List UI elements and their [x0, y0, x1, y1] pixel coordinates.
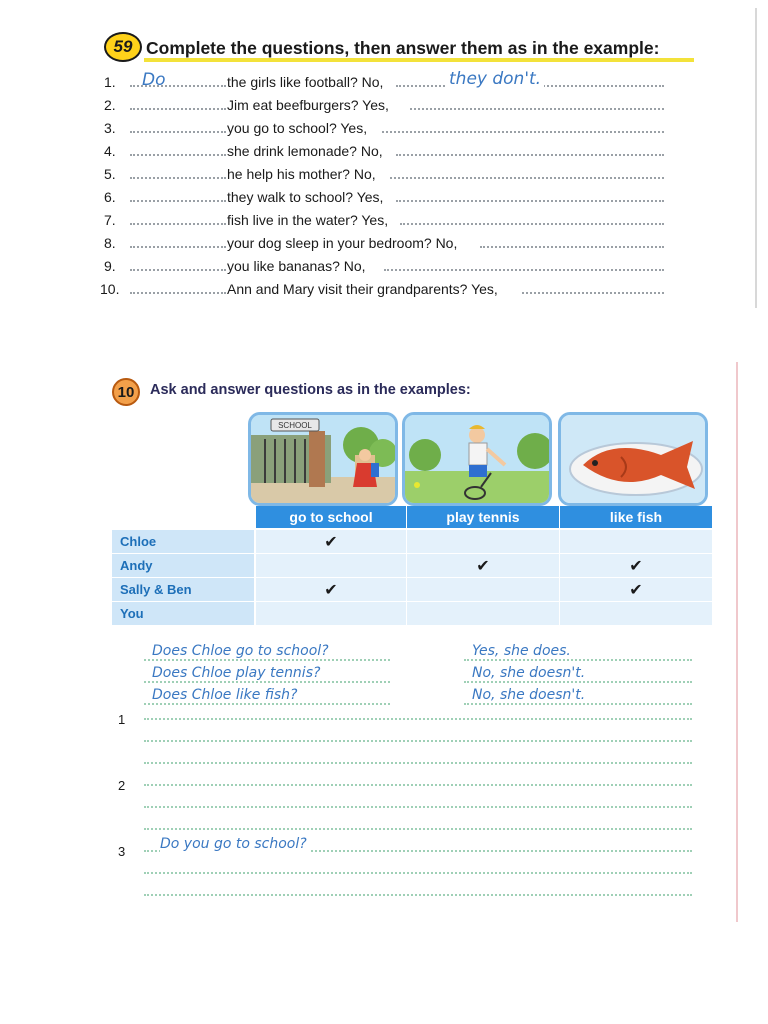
- exercise-59-item: [100, 116, 700, 139]
- exercise-59-item: [100, 254, 700, 277]
- item-number: 3.: [104, 120, 116, 136]
- column-header-like-fish: like fish: [560, 506, 712, 528]
- task-number: 2: [118, 778, 126, 793]
- answer-blank-1[interactable]: [130, 269, 226, 271]
- check-cell: ✔: [560, 554, 712, 577]
- answer-blank-2[interactable]: [396, 200, 664, 202]
- task-3-filled-question: Do you go to school?: [160, 836, 307, 852]
- exercise-59-list: [100, 70, 700, 300]
- exercise-59-item: [100, 231, 700, 254]
- writing-line[interactable]: [144, 784, 692, 786]
- example-question: Does Chloe like fish?: [152, 687, 298, 703]
- exercise-59-item: [100, 139, 700, 162]
- exercise-59-header: [100, 30, 700, 64]
- school-picture: [248, 412, 398, 506]
- writing-line[interactable]: [144, 718, 692, 720]
- fish-picture: [558, 412, 708, 506]
- answer-blank-2[interactable]: [382, 131, 664, 133]
- item-question: she drink lemonade? No,: [227, 143, 383, 159]
- answer-blank-1[interactable]: [130, 246, 226, 248]
- answer-blank-2[interactable]: [400, 223, 664, 225]
- example-answer: No, she doesn't.: [472, 687, 586, 703]
- item-question: the girls like football? No,: [227, 74, 384, 90]
- item-question: fish live in the water? Yes,: [227, 212, 389, 228]
- exercise-59-item: [100, 185, 700, 208]
- answer-blank-1[interactable]: [130, 177, 226, 179]
- exercise-59-item: [100, 93, 700, 116]
- check-cell: ✔: [256, 530, 406, 553]
- check-cell[interactable]: [560, 602, 712, 625]
- school-sign-text: SCHOOL: [278, 421, 312, 430]
- writing-line[interactable]: [144, 872, 692, 874]
- row-name-chloe: Chloe: [112, 530, 254, 553]
- check-cell[interactable]: [256, 602, 406, 625]
- item-question: you like bananas? No,: [227, 258, 366, 274]
- exercise-59-number-badge: 59: [104, 32, 142, 62]
- page-edge-line: [755, 8, 757, 308]
- check-cell[interactable]: [407, 602, 559, 625]
- example-question-line: [144, 687, 390, 708]
- exercise-59-title: Complete the questions, then answer them as in the example:: [146, 38, 660, 58]
- answer-blank-1[interactable]: [130, 200, 226, 202]
- row-name-you: You: [112, 602, 254, 625]
- answer-blank-1[interactable]: [130, 131, 226, 133]
- example-answer-line: [464, 643, 692, 664]
- item-number: 10.: [100, 281, 120, 297]
- writing-line[interactable]: [144, 828, 692, 830]
- answer-blank-1[interactable]: [130, 223, 226, 225]
- exercise-10-number-badge: 10: [112, 378, 140, 406]
- example-answer: Yes, she does.: [472, 643, 571, 659]
- filled-answer-1: Do: [142, 70, 166, 90]
- item-question: they walk to school? Yes,: [227, 189, 384, 205]
- example-question: Does Chloe play tennis?: [152, 665, 321, 681]
- check-cell: [407, 530, 559, 553]
- page-edge-line: [736, 362, 738, 922]
- answer-blank-1[interactable]: [130, 108, 226, 110]
- writing-line[interactable]: [144, 762, 692, 764]
- item-number: 8.: [104, 235, 116, 251]
- example-question: Does Chloe go to school?: [152, 643, 329, 659]
- answer-blank-2[interactable]: [396, 154, 664, 156]
- exercise-59-item: [100, 70, 700, 93]
- task-number: 1: [118, 712, 126, 727]
- exercise-59-item: [100, 208, 700, 231]
- filled-answer-2: they don't.: [446, 69, 544, 89]
- item-number: 4.: [104, 143, 116, 159]
- check-cell: ✔: [407, 554, 559, 577]
- item-number: 2.: [104, 97, 116, 113]
- example-answer-line: [464, 665, 692, 686]
- check-cell: ✔: [560, 578, 712, 601]
- answer-blank-2[interactable]: [480, 246, 664, 248]
- item-number: 9.: [104, 258, 116, 274]
- answer-blank-1[interactable]: [130, 292, 226, 294]
- column-header-go-to-school: go to school: [256, 506, 406, 528]
- task-number: 3: [118, 844, 126, 859]
- example-answer: No, she doesn't.: [472, 665, 586, 681]
- writing-line[interactable]: [144, 806, 692, 808]
- check-cell: [407, 578, 559, 601]
- item-number: 5.: [104, 166, 116, 182]
- writing-line[interactable]: [144, 740, 692, 742]
- answer-blank-2[interactable]: [384, 269, 664, 271]
- item-question: he help his mother? No,: [227, 166, 376, 182]
- check-cell: [256, 554, 406, 577]
- item-number: 7.: [104, 212, 116, 228]
- example-question-line: [144, 643, 390, 664]
- answer-blank-2[interactable]: [522, 292, 664, 294]
- item-number: 1.: [104, 74, 116, 90]
- exercise-59-item: [100, 162, 700, 185]
- row-name-sally-ben: Sally & Ben: [112, 578, 254, 601]
- example-answer-line: [464, 687, 692, 708]
- item-question: Jim eat beefburgers? Yes,: [227, 97, 389, 113]
- writing-line[interactable]: [144, 894, 692, 896]
- tennis-picture: [402, 412, 552, 506]
- exercise-59-item: [100, 277, 700, 300]
- answer-blank-1[interactable]: [130, 154, 226, 156]
- column-header-play-tennis: play tennis: [407, 506, 559, 528]
- exercise-59: [100, 30, 700, 297]
- item-question: you go to school? Yes,: [227, 120, 368, 136]
- item-number: 6.: [104, 189, 116, 205]
- row-name-andy: Andy: [112, 554, 254, 577]
- answer-blank-2[interactable]: [390, 177, 664, 179]
- item-question: your dog sleep in your bedroom? No,: [227, 235, 458, 251]
- example-question-line: [144, 665, 390, 686]
- check-cell: ✔: [256, 578, 406, 601]
- check-cell: [560, 530, 712, 553]
- answer-blank-2[interactable]: [410, 108, 664, 110]
- item-question: Ann and Mary visit their grandparents? Yes,: [227, 281, 498, 297]
- exercise-10-title: Ask and answer questions as in the examples:: [150, 382, 471, 398]
